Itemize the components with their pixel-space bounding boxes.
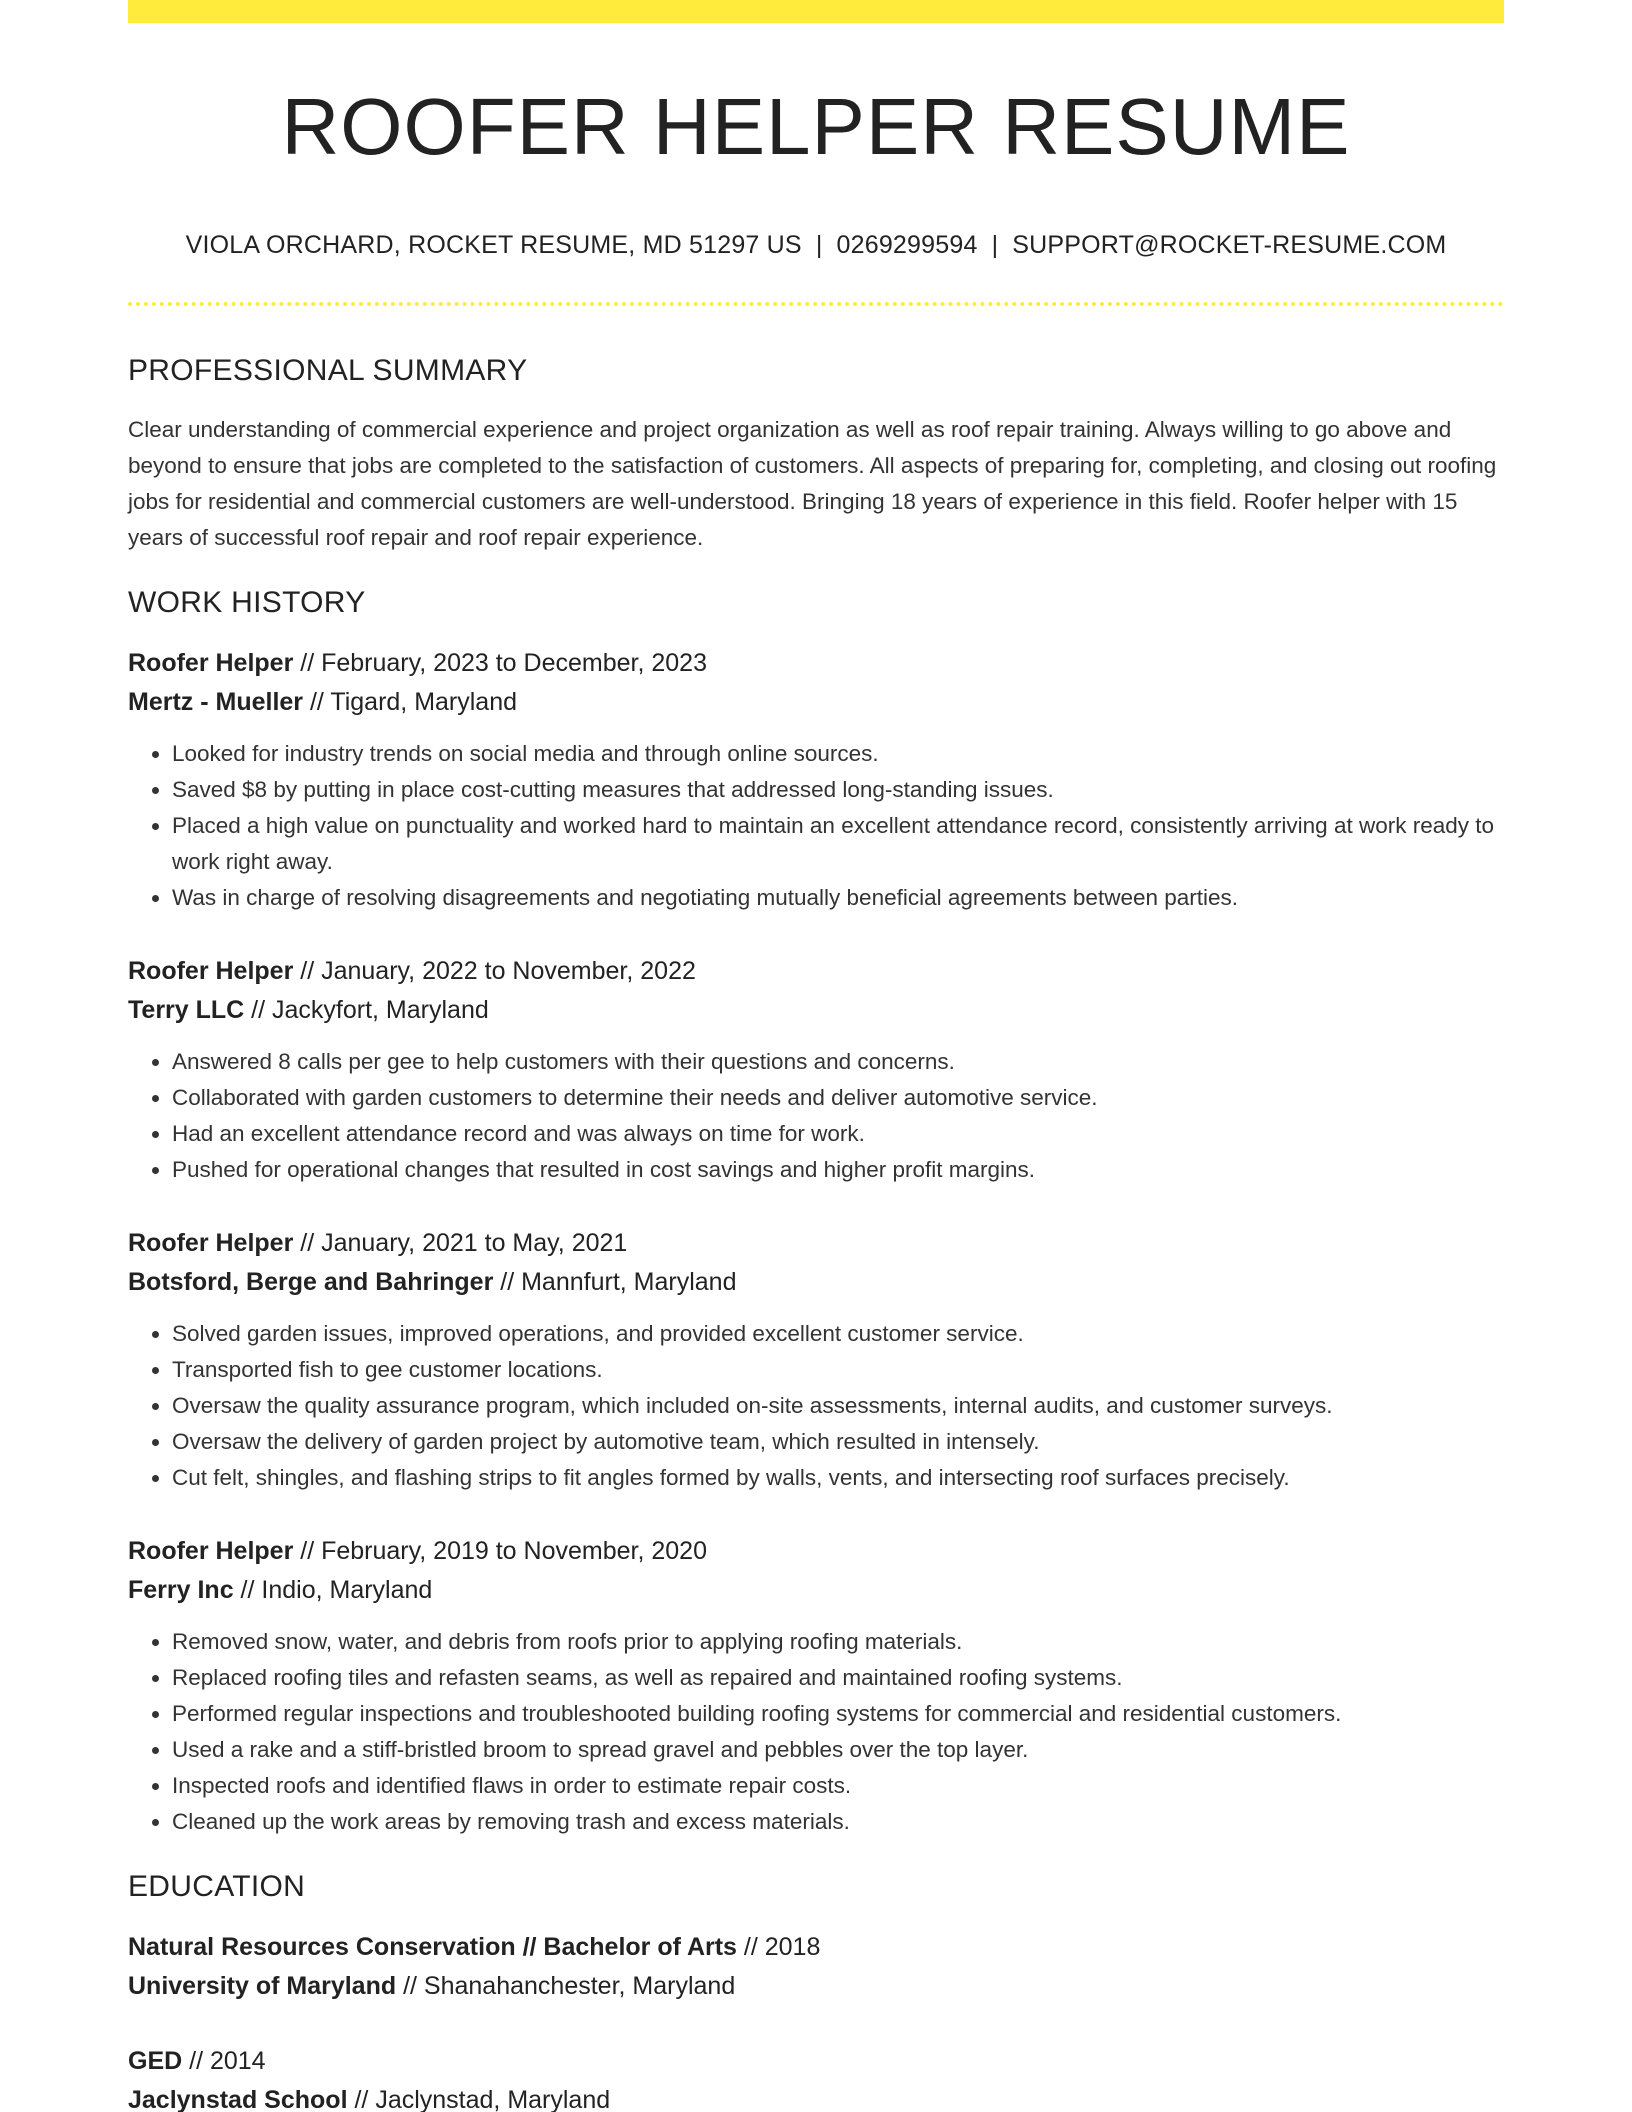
- job-location: // Tigard, Maryland: [303, 688, 518, 716]
- job-bullets: [128, 1316, 1504, 1496]
- job-bullet: • Cut felt, shingles, and flashing strips to fit angles formed by walls, vents, and intersecting roof surfaces precisely.: [172, 1460, 1504, 1496]
- work-history-heading: WORK HISTORY: [128, 586, 366, 619]
- education-degree-line: [128, 1928, 1504, 1967]
- job-company: Mertz - Mueller: [128, 688, 304, 716]
- job-company-line: [128, 991, 1504, 1030]
- job-title: Roofer Helper: [128, 1229, 294, 1257]
- education-school: University of Maryland: [128, 1972, 397, 2000]
- job-entry: [128, 644, 1504, 916]
- job-bullet: • Answered 8 calls per gee to help customers with their questions and concerns.: [172, 1044, 1504, 1080]
- job-entry: [128, 1532, 1504, 1840]
- job-dates: // February, 2023 to December, 2023: [293, 649, 707, 677]
- education-school: Jaclynstad School: [128, 2086, 348, 2112]
- job-bullet: • Cleaned up the work areas by removing trash and excess materials.: [172, 1804, 1504, 1840]
- contact-separator: |: [815, 231, 823, 259]
- job-bullets: [128, 736, 1504, 916]
- education-location: // Jaclynstad, Maryland: [347, 2086, 611, 2112]
- education-degree-line: [128, 2042, 1504, 2081]
- contact-separator: |: [991, 231, 999, 259]
- job-location: // Indio, Maryland: [233, 1576, 433, 1604]
- job-bullets: [128, 1624, 1504, 1840]
- job-company: Botsford, Berge and Bahringer: [128, 1268, 494, 1296]
- job-entry: [128, 1224, 1504, 1496]
- job-bullet: • Removed snow, water, and debris from roofs prior to applying roofing materials.: [172, 1624, 1504, 1660]
- education-school-line: [128, 1967, 1504, 2006]
- job-dates: // January, 2022 to November, 2022: [293, 957, 696, 985]
- job-bullet: • Replaced roofing tiles and refasten seams, as well as repaired and maintained roofing systems.: [172, 1660, 1504, 1696]
- job-bullet: • Oversaw the delivery of garden project by automotive team, which resulted in intensely.: [172, 1424, 1504, 1460]
- dotted-divider: [128, 302, 1504, 306]
- education-entry: [128, 1928, 1504, 2006]
- page-title: ROOFER HELPER RESUME: [281, 82, 1351, 171]
- job-title: Roofer Helper: [128, 1537, 294, 1565]
- job-title-line: [128, 644, 1504, 683]
- job-company-line: [128, 1263, 1504, 1302]
- job-entry: [128, 952, 1504, 1188]
- contact-email: SUPPORT@ROCKET-RESUME.COM: [1012, 231, 1447, 259]
- job-bullet: • Placed a high value on punctuality and worked hard to maintain an excellent attendance record, consistently arriving at work ready to work right away.: [172, 808, 1504, 880]
- job-dates: // January, 2021 to May, 2021: [293, 1229, 628, 1257]
- summary-text: Clear understanding of commercial experience and project organization as well as roof repair training. Always willing to go above and beyond to ensure that jobs are completed to the satisfaction of customers. All aspects of preparing for, completing, and closing out roofing jobs for residential and commercial customers are well-understood. Bringing 18 years of experience in this field. Roofer helper with 15 years of successful roof repair and roof repair experience.: [128, 417, 1497, 550]
- job-location: // Jackyfort, Maryland: [244, 996, 489, 1024]
- job-bullet: • Used a rake and a stiff-bristled broom to spread gravel and pebbles over the top layer.: [172, 1732, 1504, 1768]
- education-year: // 2018: [736, 1933, 821, 1961]
- job-bullets: [128, 1044, 1504, 1188]
- job-bullet: • Was in charge of resolving disagreements and negotiating mutually beneficial agreements between parties.: [172, 880, 1504, 916]
- job-company-line: [128, 683, 1504, 722]
- job-company: Ferry Inc: [128, 1576, 234, 1604]
- job-bullet: • Solved garden issues, improved operations, and provided excellent customer service.: [172, 1316, 1504, 1352]
- job-title-line: [128, 952, 1504, 991]
- job-title: Roofer Helper: [128, 957, 294, 985]
- education-entry: [128, 2042, 1504, 2112]
- education-heading: EDUCATION: [128, 1870, 306, 1903]
- resume-page: [128, 0, 1504, 2112]
- contact-line: [128, 231, 1504, 260]
- job-title-line: [128, 1224, 1504, 1263]
- education-year: // 2014: [182, 2047, 266, 2075]
- contact-address: VIOLA ORCHARD, ROCKET RESUME, MD 51297 US: [185, 231, 802, 259]
- job-dates: // February, 2019 to November, 2020: [293, 1537, 707, 1565]
- education-degree: Natural Resources Conservation // Bachelor of Arts: [128, 1933, 737, 1961]
- job-bullet: • Oversaw the quality assurance program, which included on-site assessments, internal audits, and customer surveys.: [172, 1388, 1504, 1424]
- job-bullet: • Inspected roofs and identified flaws in order to estimate repair costs.: [172, 1768, 1504, 1804]
- job-bullet: • Had an excellent attendance record and was always on time for work.: [172, 1116, 1504, 1152]
- job-bullet: • Looked for industry trends on social media and through online sources.: [172, 736, 1504, 772]
- education-location: // Shanahanchester, Maryland: [396, 1972, 736, 2000]
- job-bullet: • Pushed for operational changes that resulted in cost savings and higher profit margins.: [172, 1152, 1504, 1188]
- job-company: Terry LLC: [128, 996, 245, 1024]
- education-degree: GED: [128, 2047, 183, 2075]
- job-bullet: • Saved $8 by putting in place cost-cutting measures that addressed long-standing issues.: [172, 772, 1504, 808]
- job-bullet: • Collaborated with garden customers to determine their needs and deliver automotive service.: [172, 1080, 1504, 1116]
- job-title-line: [128, 1532, 1504, 1571]
- job-company-line: [128, 1571, 1504, 1610]
- accent-bar: [128, 0, 1504, 23]
- contact-phone: 0269299594: [836, 231, 978, 259]
- summary-heading: PROFESSIONAL SUMMARY: [128, 354, 528, 387]
- job-title: Roofer Helper: [128, 649, 294, 677]
- job-bullet: • Transported fish to gee customer locations.: [172, 1352, 1504, 1388]
- education-school-line: [128, 2081, 1504, 2112]
- job-bullet: • Performed regular inspections and troubleshooted building roofing systems for commercial and residential customers.: [172, 1696, 1504, 1732]
- job-location: // Mannfurt, Maryland: [493, 1268, 737, 1296]
